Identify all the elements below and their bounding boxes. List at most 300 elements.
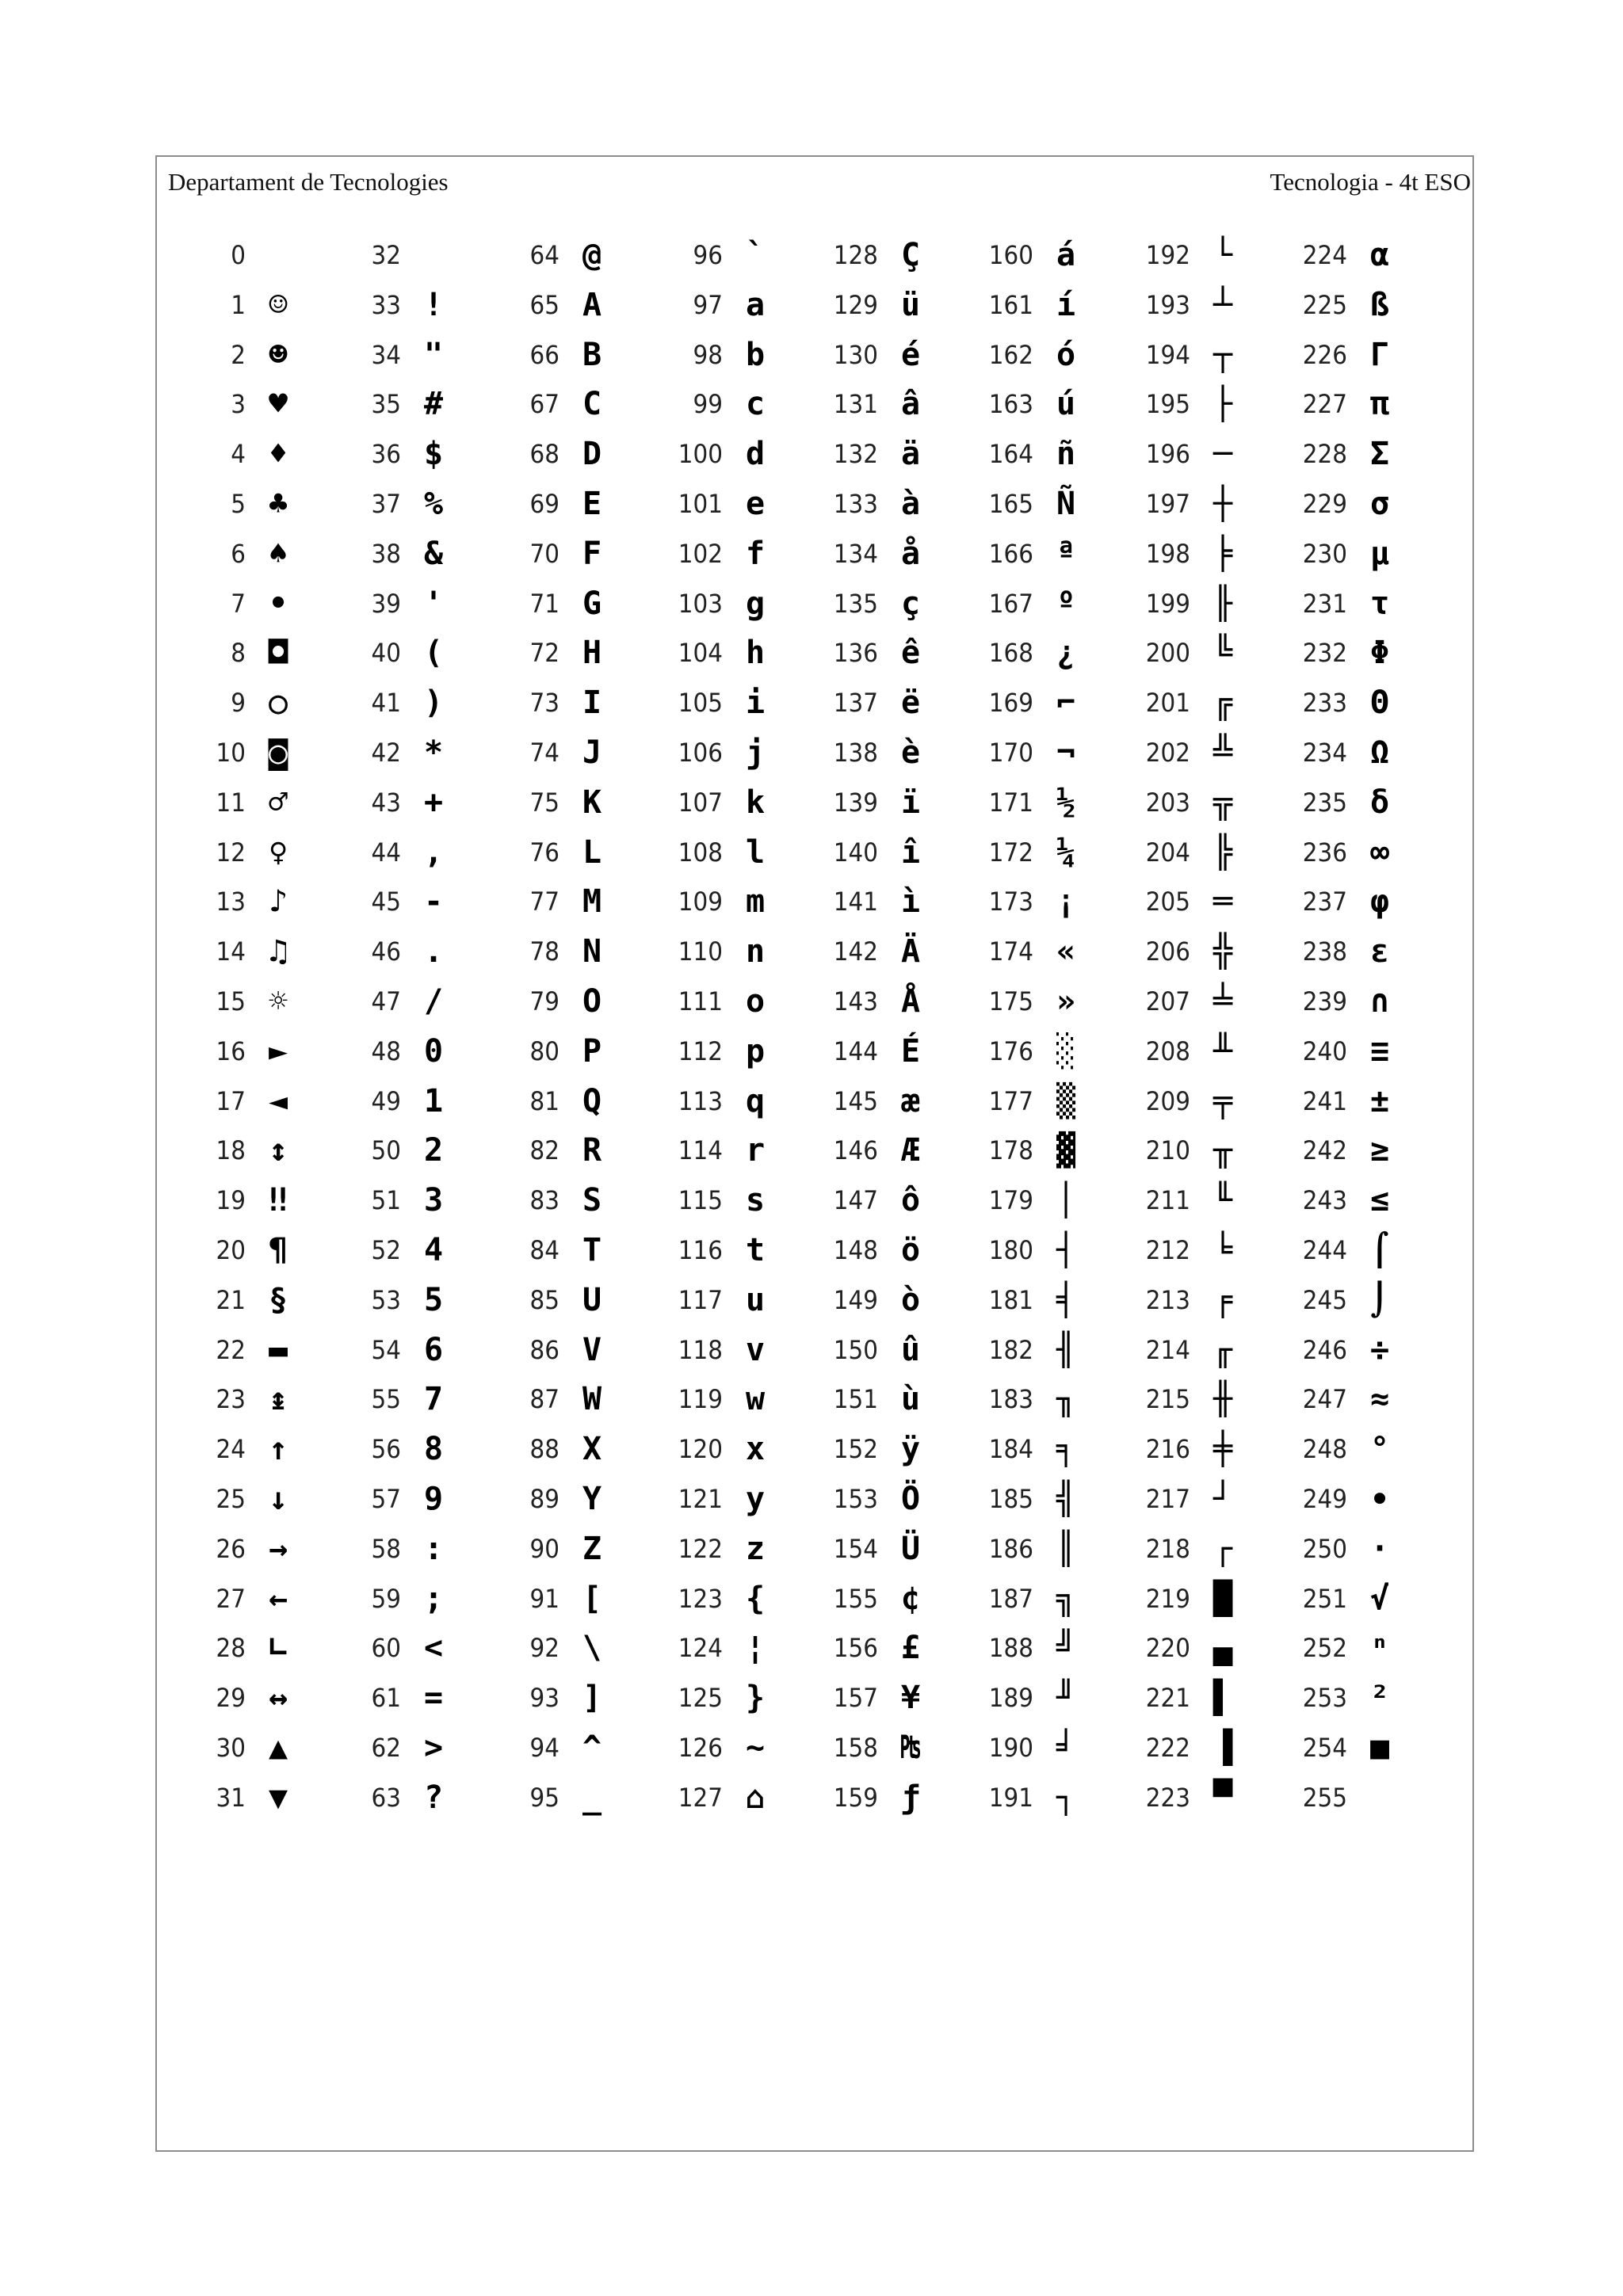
char-code: 12 bbox=[216, 837, 246, 868]
char-glyph: p bbox=[745, 1033, 766, 1070]
table-row bbox=[339, 1132, 498, 1184]
char-glyph: ⌐ bbox=[1056, 685, 1076, 721]
char-code: 3 bbox=[231, 389, 246, 419]
table-row bbox=[339, 1483, 498, 1532]
char-glyph: ╫ bbox=[1212, 1381, 1233, 1417]
table-row bbox=[1285, 1184, 1444, 1234]
table-row bbox=[972, 687, 1130, 736]
char-code: 113 bbox=[678, 1086, 723, 1116]
char-code: 102 bbox=[678, 539, 723, 569]
table-row bbox=[816, 1284, 975, 1333]
char-code: 130 bbox=[833, 340, 878, 370]
char-glyph: F bbox=[582, 536, 602, 572]
char-glyph: } bbox=[745, 1680, 766, 1716]
table-row bbox=[972, 1085, 1130, 1135]
char-glyph: ¬ bbox=[1056, 734, 1076, 771]
char-glyph: ▒ bbox=[1056, 1083, 1076, 1119]
char-code: 200 bbox=[1145, 638, 1190, 668]
char-glyph: ╞ bbox=[1212, 536, 1233, 572]
char-code: 156 bbox=[833, 1633, 878, 1663]
char-glyph: i bbox=[745, 685, 766, 721]
char-glyph: ÷ bbox=[1369, 1332, 1390, 1368]
char-glyph: [ bbox=[582, 1581, 602, 1617]
char-code: 237 bbox=[1302, 887, 1347, 917]
char-code: 255 bbox=[1302, 1783, 1347, 1813]
table-row bbox=[498, 1184, 656, 1234]
table-row bbox=[816, 388, 975, 437]
char-glyph: Y bbox=[582, 1481, 602, 1517]
char-code: 67 bbox=[529, 389, 559, 419]
table-row bbox=[339, 834, 498, 886]
table-row bbox=[816, 983, 975, 1035]
char-code: 23 bbox=[216, 1384, 246, 1414]
char-glyph: O bbox=[582, 983, 602, 1020]
char-glyph: Æ bbox=[900, 1132, 921, 1169]
char-glyph: ¢ bbox=[900, 1581, 921, 1617]
char-glyph: ╧ bbox=[1212, 983, 1233, 1020]
table-row bbox=[339, 1682, 498, 1731]
char-glyph: U bbox=[582, 1282, 602, 1318]
table-row bbox=[1128, 1483, 1287, 1532]
char-code: 188 bbox=[988, 1633, 1033, 1663]
char-code: 1 bbox=[231, 290, 246, 320]
table-row bbox=[661, 339, 819, 388]
char-glyph: ¼ bbox=[1056, 834, 1076, 871]
table-row bbox=[1128, 1533, 1287, 1582]
char-code: 14 bbox=[216, 936, 246, 967]
char-code: 125 bbox=[678, 1683, 723, 1713]
char-code: 112 bbox=[678, 1036, 723, 1066]
char-glyph: î bbox=[900, 834, 921, 871]
char-code: 204 bbox=[1145, 837, 1190, 868]
char-code: 163 bbox=[988, 389, 1033, 419]
char-code: 2 bbox=[231, 340, 246, 370]
char-code: 221 bbox=[1145, 1683, 1190, 1713]
char-glyph: δ bbox=[1369, 784, 1390, 821]
char-glyph: ▄ bbox=[1212, 1630, 1233, 1666]
char-code: 253 bbox=[1302, 1683, 1347, 1713]
char-glyph: V bbox=[582, 1332, 602, 1368]
table-row bbox=[1128, 1433, 1287, 1482]
char-code: 123 bbox=[678, 1584, 723, 1614]
char-code: 100 bbox=[678, 439, 723, 469]
char-code: 52 bbox=[371, 1235, 401, 1265]
char-code: 93 bbox=[529, 1683, 559, 1713]
table-row bbox=[816, 438, 975, 487]
char-code: 158 bbox=[833, 1733, 878, 1763]
table-row bbox=[1285, 1284, 1444, 1333]
char-glyph: Φ bbox=[1369, 635, 1390, 671]
table-row bbox=[816, 1632, 975, 1681]
char-glyph: ½ bbox=[1056, 784, 1076, 821]
char-glyph: X bbox=[582, 1431, 602, 1467]
char-code: 92 bbox=[529, 1633, 559, 1663]
char-code: 225 bbox=[1302, 290, 1347, 320]
table-row bbox=[972, 834, 1130, 886]
table-row bbox=[972, 1284, 1130, 1333]
char-code: 104 bbox=[678, 638, 723, 668]
table-row bbox=[184, 1132, 342, 1184]
table-row bbox=[339, 1184, 498, 1234]
table-row bbox=[1128, 1779, 1287, 1831]
table-row bbox=[498, 1383, 656, 1432]
char-code: 117 bbox=[678, 1285, 723, 1315]
char-code: 248 bbox=[1302, 1434, 1347, 1464]
char-code: 230 bbox=[1302, 539, 1347, 569]
char-code: 153 bbox=[833, 1484, 878, 1514]
char-glyph: 3 bbox=[423, 1182, 444, 1219]
char-code: 150 bbox=[833, 1335, 878, 1365]
char-code: 114 bbox=[678, 1135, 723, 1165]
table-row bbox=[498, 388, 656, 437]
table-row bbox=[498, 883, 656, 935]
char-code: 35 bbox=[371, 389, 401, 419]
char-code: 75 bbox=[529, 788, 559, 818]
table-row bbox=[972, 289, 1130, 338]
table-row bbox=[661, 239, 819, 288]
table-row bbox=[498, 239, 656, 288]
table-row bbox=[184, 1533, 342, 1582]
char-glyph: I bbox=[582, 685, 602, 721]
char-glyph: $ bbox=[423, 436, 444, 472]
char-glyph: ╘ bbox=[1212, 1232, 1233, 1268]
table-row bbox=[184, 734, 342, 786]
char-glyph: ♂ bbox=[268, 784, 288, 821]
table-row bbox=[184, 1483, 342, 1532]
char-glyph: ═ bbox=[1212, 883, 1233, 920]
char-glyph: ! bbox=[423, 287, 444, 323]
char-glyph: ; bbox=[423, 1581, 444, 1617]
table-row bbox=[1285, 538, 1444, 587]
char-glyph: τ bbox=[1369, 585, 1390, 622]
char-glyph: ▓ bbox=[1056, 1132, 1076, 1169]
char-glyph: ñ bbox=[1056, 436, 1076, 472]
char-glyph: ╕ bbox=[1056, 1431, 1076, 1467]
char-code: 234 bbox=[1302, 738, 1347, 768]
table-row bbox=[339, 1632, 498, 1681]
char-code: 160 bbox=[988, 240, 1033, 270]
char-glyph: ≡ bbox=[1369, 1033, 1390, 1070]
table-row bbox=[1285, 784, 1444, 836]
table-row bbox=[339, 239, 498, 288]
char-code: 197 bbox=[1145, 489, 1190, 519]
char-code: 218 bbox=[1145, 1534, 1190, 1564]
table-row bbox=[1285, 438, 1444, 487]
char-glyph: D bbox=[582, 436, 602, 472]
table-row bbox=[498, 983, 656, 1035]
char-glyph: ¡ bbox=[1056, 883, 1076, 920]
char-glyph: ╦ bbox=[1212, 784, 1233, 821]
table-row bbox=[661, 538, 819, 587]
char-code: 220 bbox=[1145, 1633, 1190, 1663]
table-row bbox=[972, 488, 1130, 537]
table-row bbox=[661, 1779, 819, 1831]
char-code: 142 bbox=[833, 936, 878, 967]
table-row bbox=[661, 1433, 819, 1482]
table-row bbox=[1285, 983, 1444, 1035]
char-code: 99 bbox=[693, 389, 723, 419]
char-code: 109 bbox=[678, 887, 723, 917]
table-row bbox=[1128, 488, 1287, 537]
char-code: 50 bbox=[371, 1135, 401, 1165]
char-glyph: g bbox=[745, 585, 766, 622]
char-glyph: á bbox=[1056, 237, 1076, 273]
char-glyph: ○ bbox=[268, 685, 288, 721]
char-code: 91 bbox=[529, 1584, 559, 1614]
table-row bbox=[1128, 883, 1287, 935]
table-row bbox=[184, 1682, 342, 1731]
char-glyph: ~ bbox=[745, 1730, 766, 1766]
table-row bbox=[1128, 1132, 1287, 1184]
char-glyph: ╝ bbox=[1056, 1630, 1076, 1666]
char-code: 179 bbox=[988, 1185, 1033, 1215]
char-code: 129 bbox=[833, 290, 878, 320]
table-row bbox=[1285, 1782, 1444, 1831]
char-code: 211 bbox=[1145, 1185, 1190, 1215]
table-row bbox=[184, 784, 342, 836]
table-row bbox=[816, 637, 975, 686]
table-row bbox=[816, 933, 975, 985]
char-code: 24 bbox=[216, 1434, 246, 1464]
char-code: 119 bbox=[678, 1384, 723, 1414]
char-glyph: - bbox=[423, 883, 444, 920]
char-code: 53 bbox=[371, 1285, 401, 1315]
char-code: 103 bbox=[678, 589, 723, 619]
table-row bbox=[1285, 488, 1444, 537]
table-row bbox=[661, 734, 819, 786]
char-code: 222 bbox=[1145, 1733, 1190, 1763]
char-glyph: ├ bbox=[1212, 386, 1233, 422]
char-glyph: è bbox=[900, 734, 921, 771]
char-glyph: t bbox=[745, 1232, 766, 1268]
char-code: 168 bbox=[988, 638, 1033, 668]
char-glyph: 2 bbox=[423, 1132, 444, 1169]
char-code: 107 bbox=[678, 788, 723, 818]
table-row bbox=[1128, 1732, 1287, 1781]
char-glyph: z bbox=[745, 1531, 766, 1567]
char-code: 118 bbox=[678, 1335, 723, 1365]
table-row bbox=[498, 1234, 656, 1283]
table-row bbox=[339, 1334, 498, 1383]
char-glyph: n bbox=[745, 933, 766, 970]
char-code: 17 bbox=[216, 1086, 246, 1116]
char-glyph: ║ bbox=[1056, 1531, 1076, 1567]
table-row bbox=[1128, 1334, 1287, 1383]
table-row bbox=[184, 1732, 342, 1781]
char-code: 162 bbox=[988, 340, 1033, 370]
char-glyph: ¦ bbox=[745, 1630, 766, 1666]
table-row bbox=[1128, 834, 1287, 886]
char-code: 233 bbox=[1302, 688, 1347, 718]
char-glyph: 8 bbox=[423, 1431, 444, 1467]
char-glyph: ⌡ bbox=[1369, 1282, 1390, 1318]
table-row bbox=[184, 289, 342, 338]
table-row bbox=[339, 687, 498, 736]
char-code: 240 bbox=[1302, 1036, 1347, 1066]
table-row bbox=[972, 637, 1130, 686]
char-glyph: < bbox=[423, 1630, 444, 1666]
char-glyph: ] bbox=[582, 1680, 602, 1716]
char-code: 154 bbox=[833, 1534, 878, 1564]
char-glyph: x bbox=[745, 1431, 766, 1467]
char-glyph: ¿ bbox=[1056, 635, 1076, 671]
char-code: 15 bbox=[216, 986, 246, 1016]
char-code: 7 bbox=[231, 589, 246, 619]
char-code: 32 bbox=[371, 240, 401, 270]
char-glyph: ┬ bbox=[1212, 337, 1233, 373]
char-code: 226 bbox=[1302, 340, 1347, 370]
char-code: 178 bbox=[988, 1135, 1033, 1165]
table-row bbox=[1128, 983, 1287, 1035]
char-glyph: ∟ bbox=[268, 1630, 288, 1666]
char-code: 238 bbox=[1302, 936, 1347, 967]
char-code: 77 bbox=[529, 887, 559, 917]
char-code: 5 bbox=[231, 489, 246, 519]
char-glyph: a bbox=[745, 287, 766, 323]
char-glyph: 7 bbox=[423, 1381, 444, 1417]
char-code: 209 bbox=[1145, 1086, 1190, 1116]
table-row bbox=[339, 438, 498, 487]
char-glyph: ╖ bbox=[1056, 1381, 1076, 1417]
char-code: 189 bbox=[988, 1683, 1033, 1713]
char-code: 199 bbox=[1145, 589, 1190, 619]
char-glyph: ♥ bbox=[268, 386, 288, 422]
table-row bbox=[1128, 538, 1287, 587]
char-code: 140 bbox=[833, 837, 878, 868]
table-row bbox=[661, 1483, 819, 1532]
char-code: 167 bbox=[988, 589, 1033, 619]
char-glyph: É bbox=[900, 1033, 921, 1070]
char-glyph: ┐ bbox=[1056, 1779, 1076, 1816]
char-code: 59 bbox=[371, 1584, 401, 1614]
char-code: 56 bbox=[371, 1434, 401, 1464]
char-code: 229 bbox=[1302, 489, 1347, 519]
table-row bbox=[661, 834, 819, 886]
char-glyph: R bbox=[582, 1132, 602, 1169]
table-row bbox=[1128, 687, 1287, 736]
char-glyph: ^ bbox=[582, 1730, 602, 1766]
char-glyph: â bbox=[900, 386, 921, 422]
char-code: 227 bbox=[1302, 389, 1347, 419]
char-glyph: • bbox=[268, 585, 288, 622]
char-code: 73 bbox=[529, 688, 559, 718]
char-code: 26 bbox=[216, 1534, 246, 1564]
char-code: 28 bbox=[216, 1633, 246, 1663]
char-glyph: ∩ bbox=[1369, 983, 1390, 1020]
char-code: 244 bbox=[1302, 1235, 1347, 1265]
char-code: 105 bbox=[678, 688, 723, 718]
char-code: 155 bbox=[833, 1584, 878, 1614]
char-glyph: N bbox=[582, 933, 602, 970]
char-code: 16 bbox=[216, 1036, 246, 1066]
char-glyph: ° bbox=[1369, 1431, 1390, 1467]
table-row bbox=[339, 1732, 498, 1781]
table-row bbox=[184, 1234, 342, 1283]
table-row bbox=[1128, 388, 1287, 437]
char-code: 170 bbox=[988, 738, 1033, 768]
table-row bbox=[816, 1583, 975, 1632]
char-code: 76 bbox=[529, 837, 559, 868]
char-code: 173 bbox=[988, 887, 1033, 917]
char-glyph: u bbox=[745, 1282, 766, 1318]
char-code: 243 bbox=[1302, 1185, 1347, 1215]
char-code: 45 bbox=[371, 887, 401, 917]
char-code: 9 bbox=[231, 688, 246, 718]
table-row bbox=[816, 883, 975, 935]
char-glyph: J bbox=[582, 734, 602, 771]
char-glyph: = bbox=[423, 1680, 444, 1716]
char-glyph: _ bbox=[582, 1779, 602, 1816]
table-row bbox=[661, 687, 819, 736]
char-code: 239 bbox=[1302, 986, 1347, 1016]
table-row bbox=[1285, 1334, 1444, 1383]
char-code: 18 bbox=[216, 1135, 246, 1165]
char-glyph: ░ bbox=[1056, 1033, 1076, 1070]
char-code: 124 bbox=[678, 1633, 723, 1663]
char-code: 241 bbox=[1302, 1086, 1347, 1116]
char-glyph: π bbox=[1369, 386, 1390, 422]
char-code: 10 bbox=[216, 738, 246, 768]
table-row bbox=[184, 933, 342, 985]
table-row bbox=[498, 834, 656, 886]
char-glyph: å bbox=[900, 536, 921, 572]
char-glyph: m bbox=[745, 883, 766, 920]
char-code: 54 bbox=[371, 1335, 401, 1365]
char-glyph: σ bbox=[1369, 486, 1390, 522]
char-code: 217 bbox=[1145, 1484, 1190, 1514]
table-row bbox=[661, 637, 819, 686]
char-glyph: ☺ bbox=[268, 287, 288, 323]
char-code: 55 bbox=[371, 1384, 401, 1414]
table-row bbox=[339, 538, 498, 587]
char-glyph: ♣ bbox=[268, 486, 288, 522]
char-code: 72 bbox=[529, 638, 559, 668]
table-row bbox=[498, 1035, 656, 1085]
table-row bbox=[661, 289, 819, 338]
char-code: 206 bbox=[1145, 936, 1190, 967]
char-glyph: ≥ bbox=[1369, 1132, 1390, 1169]
char-glyph: d bbox=[745, 436, 766, 472]
char-glyph: Q bbox=[582, 1083, 602, 1119]
char-glyph: £ bbox=[900, 1630, 921, 1666]
char-code: 116 bbox=[678, 1235, 723, 1265]
char-code: 242 bbox=[1302, 1135, 1347, 1165]
char-code: 106 bbox=[678, 738, 723, 768]
table-row bbox=[972, 339, 1130, 388]
table-row bbox=[498, 933, 656, 985]
char-glyph: ¶ bbox=[268, 1232, 288, 1268]
table-row bbox=[184, 834, 342, 886]
char-code: 177 bbox=[988, 1086, 1033, 1116]
table-row bbox=[972, 983, 1130, 1035]
char-code: 138 bbox=[833, 738, 878, 768]
char-glyph: ` bbox=[745, 237, 766, 273]
char-code: 135 bbox=[833, 589, 878, 619]
table-row bbox=[498, 1284, 656, 1333]
table-row bbox=[1285, 1085, 1444, 1135]
table-row bbox=[498, 289, 656, 338]
table-row bbox=[661, 983, 819, 1035]
char-glyph: L bbox=[582, 834, 602, 871]
char-glyph: ◘ bbox=[268, 635, 288, 671]
table-row bbox=[1285, 834, 1444, 886]
table-row bbox=[661, 1583, 819, 1632]
char-code: 176 bbox=[988, 1036, 1033, 1066]
char-glyph: \ bbox=[582, 1630, 602, 1666]
char-code: 136 bbox=[833, 638, 878, 668]
header-department: Departament de Tecnologies bbox=[168, 168, 449, 196]
table-row bbox=[1128, 637, 1287, 686]
